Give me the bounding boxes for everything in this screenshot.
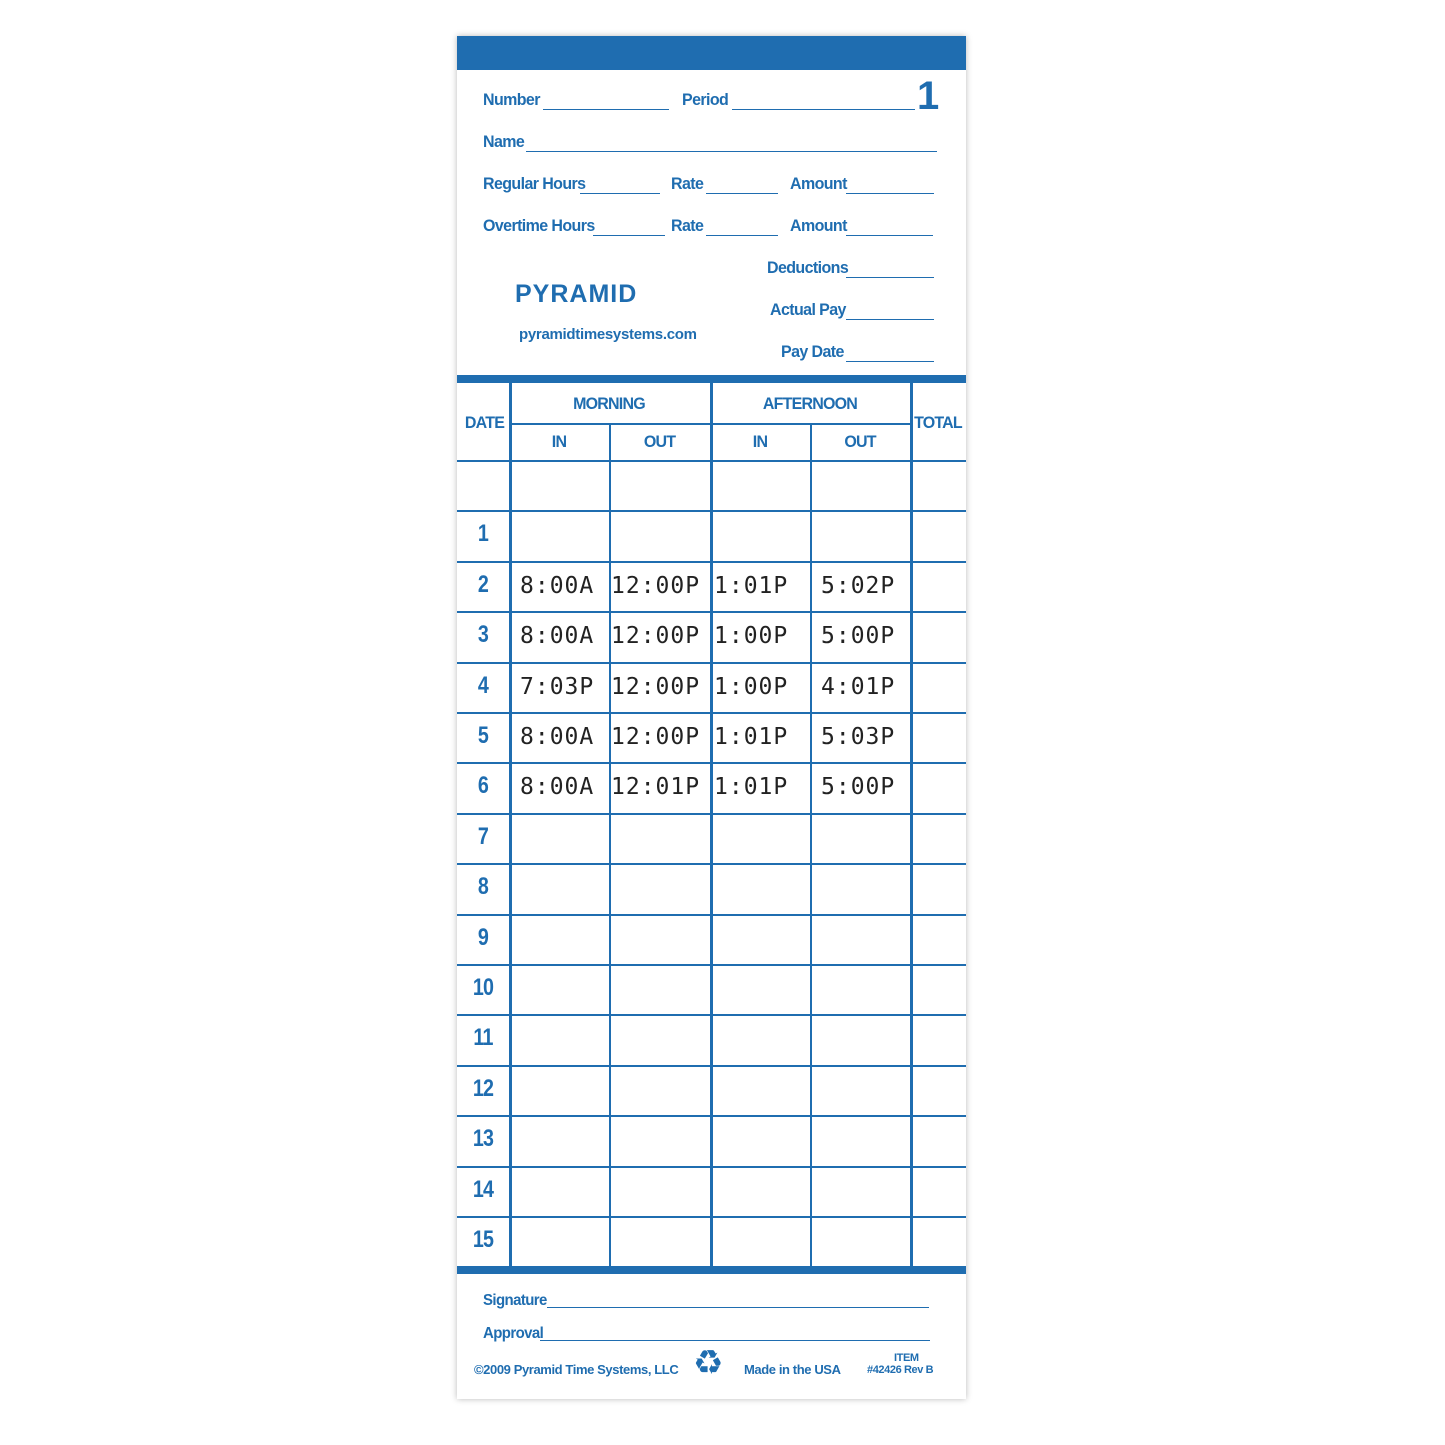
punch-stamp: 5:03P	[821, 724, 896, 750]
overtime-rate-field[interactable]	[706, 235, 778, 236]
regular-amount-label: Amount	[790, 175, 847, 194]
grid-row-line	[457, 964, 966, 966]
regular-hours-label: Regular Hours	[483, 175, 586, 194]
row-date: 12	[472, 1075, 494, 1102]
recycle-icon: ♻	[693, 1344, 724, 1382]
pay-date-field[interactable]	[846, 361, 934, 362]
period-label: Period	[682, 91, 729, 110]
card-number: 1	[917, 74, 940, 118]
punch-stamp: 8:00A	[520, 573, 595, 599]
deductions-field[interactable]	[846, 277, 934, 278]
grid-row-line	[457, 460, 966, 462]
regular-rate-field[interactable]	[706, 193, 778, 194]
grid-column-line	[509, 383, 512, 1266]
regular-amount-field[interactable]	[846, 193, 934, 194]
grid-row-line	[457, 863, 966, 865]
punch-stamp: 12:00P	[611, 573, 701, 599]
punch-stamp: 8:00A	[520, 724, 595, 750]
item-number: #42426 Rev B	[867, 1364, 934, 1376]
regular-rate-label: Rate	[671, 175, 704, 194]
grid-row-line	[457, 510, 966, 512]
row-date: 2	[477, 571, 489, 598]
punch-stamp: 1:01P	[714, 774, 789, 800]
afternoon-in-header: IN	[752, 433, 768, 452]
item-label: ITEM	[894, 1352, 919, 1364]
date-header: DATE	[464, 414, 505, 433]
afternoon-header: AFTERNOON	[762, 395, 858, 414]
punch-stamp: 12:00P	[611, 724, 701, 750]
actual-pay-label: Actual Pay	[770, 301, 846, 320]
grid-row-line	[457, 712, 966, 714]
punch-stamp: 8:00A	[520, 623, 595, 649]
name-label: Name	[483, 133, 525, 152]
punch-stamp: 5:00P	[821, 774, 896, 800]
row-date: 15	[472, 1226, 494, 1253]
punch-stamp: 8:00A	[520, 774, 595, 800]
period-field[interactable]	[732, 109, 915, 110]
punch-stamp: 12:01P	[611, 774, 701, 800]
regular-hours-field[interactable]	[580, 193, 660, 194]
afternoon-out-header: OUT	[844, 433, 876, 452]
punch-stamp: 5:02P	[821, 573, 896, 599]
grid-row-line	[457, 1014, 966, 1016]
punch-stamp: 4:01P	[821, 674, 896, 700]
grid-row-line	[457, 914, 966, 916]
overtime-amount-label: Amount	[790, 217, 847, 236]
row-date: 11	[473, 1024, 493, 1051]
punch-stamp: 12:00P	[611, 674, 701, 700]
grid-row-line	[457, 1166, 966, 1168]
row-date: 8	[477, 873, 489, 900]
signature-label: Signature	[483, 1291, 547, 1310]
row-date: 13	[472, 1125, 494, 1152]
row-date: 7	[477, 823, 489, 850]
row-date: 9	[477, 924, 489, 951]
overtime-hours-field[interactable]	[593, 235, 665, 236]
actual-pay-field[interactable]	[846, 319, 934, 320]
approval-label: Approval	[483, 1324, 544, 1343]
morning-header: MORNING	[573, 395, 645, 414]
morning-out-header: OUT	[643, 433, 676, 452]
row-date: 6	[477, 772, 489, 799]
row-date: 14	[472, 1176, 494, 1203]
punch-stamp: 1:00P	[714, 674, 789, 700]
row-date: 10	[472, 974, 494, 1001]
grid-row-line	[457, 662, 966, 664]
row-date: 4	[477, 672, 489, 699]
grid-subheader-line	[509, 423, 910, 425]
grid-row-line	[457, 813, 966, 815]
grid-column-line	[710, 383, 713, 1266]
grid-row-line	[457, 1065, 966, 1067]
row-date: 5	[477, 722, 489, 749]
row-date: 3	[477, 621, 489, 648]
overtime-amount-field[interactable]	[846, 235, 933, 236]
time-card	[457, 36, 966, 1399]
overtime-hours-label: Overtime Hours	[483, 217, 595, 236]
grid-column-line	[910, 383, 913, 1266]
pay-date-label: Pay Date	[781, 343, 844, 362]
overtime-rate-label: Rate	[671, 217, 704, 236]
morning-in-header: IN	[551, 433, 567, 452]
punch-stamp: 12:00P	[611, 623, 701, 649]
punch-stamp: 1:01P	[714, 573, 789, 599]
punch-stamp: 1:01P	[714, 724, 789, 750]
grid-column-line	[609, 423, 611, 1266]
table-bottom-bar	[457, 1266, 966, 1274]
top-color-bar	[457, 36, 966, 70]
row-date: 1	[477, 520, 489, 547]
number-label: Number	[483, 91, 540, 110]
punch-stamp: 1:00P	[714, 623, 789, 649]
grid-row-line	[457, 1115, 966, 1117]
deductions-label: Deductions	[767, 259, 849, 278]
grid-row-line	[457, 611, 966, 613]
total-header: TOTAL	[914, 414, 962, 433]
grid-row-line	[457, 561, 966, 563]
copyright-text: ©2009 Pyramid Time Systems, LLC	[474, 1362, 679, 1377]
grid-column-line	[810, 423, 812, 1266]
brand-name: PYRAMID	[515, 280, 638, 308]
number-field[interactable]	[543, 109, 669, 110]
punch-stamp: 5:00P	[821, 623, 896, 649]
grid-row-line	[457, 1216, 966, 1218]
made-in-usa-text: Made in the USA	[744, 1362, 841, 1377]
signature-field[interactable]	[547, 1307, 929, 1308]
grid-row-line	[457, 762, 966, 764]
punch-stamp: 7:03P	[520, 674, 595, 700]
name-field[interactable]	[526, 151, 937, 152]
approval-field[interactable]	[540, 1340, 930, 1341]
pyramid-logo	[515, 280, 715, 310]
table-top-bar	[457, 375, 966, 383]
website-text: pyramidtimesystems.com	[519, 326, 697, 343]
